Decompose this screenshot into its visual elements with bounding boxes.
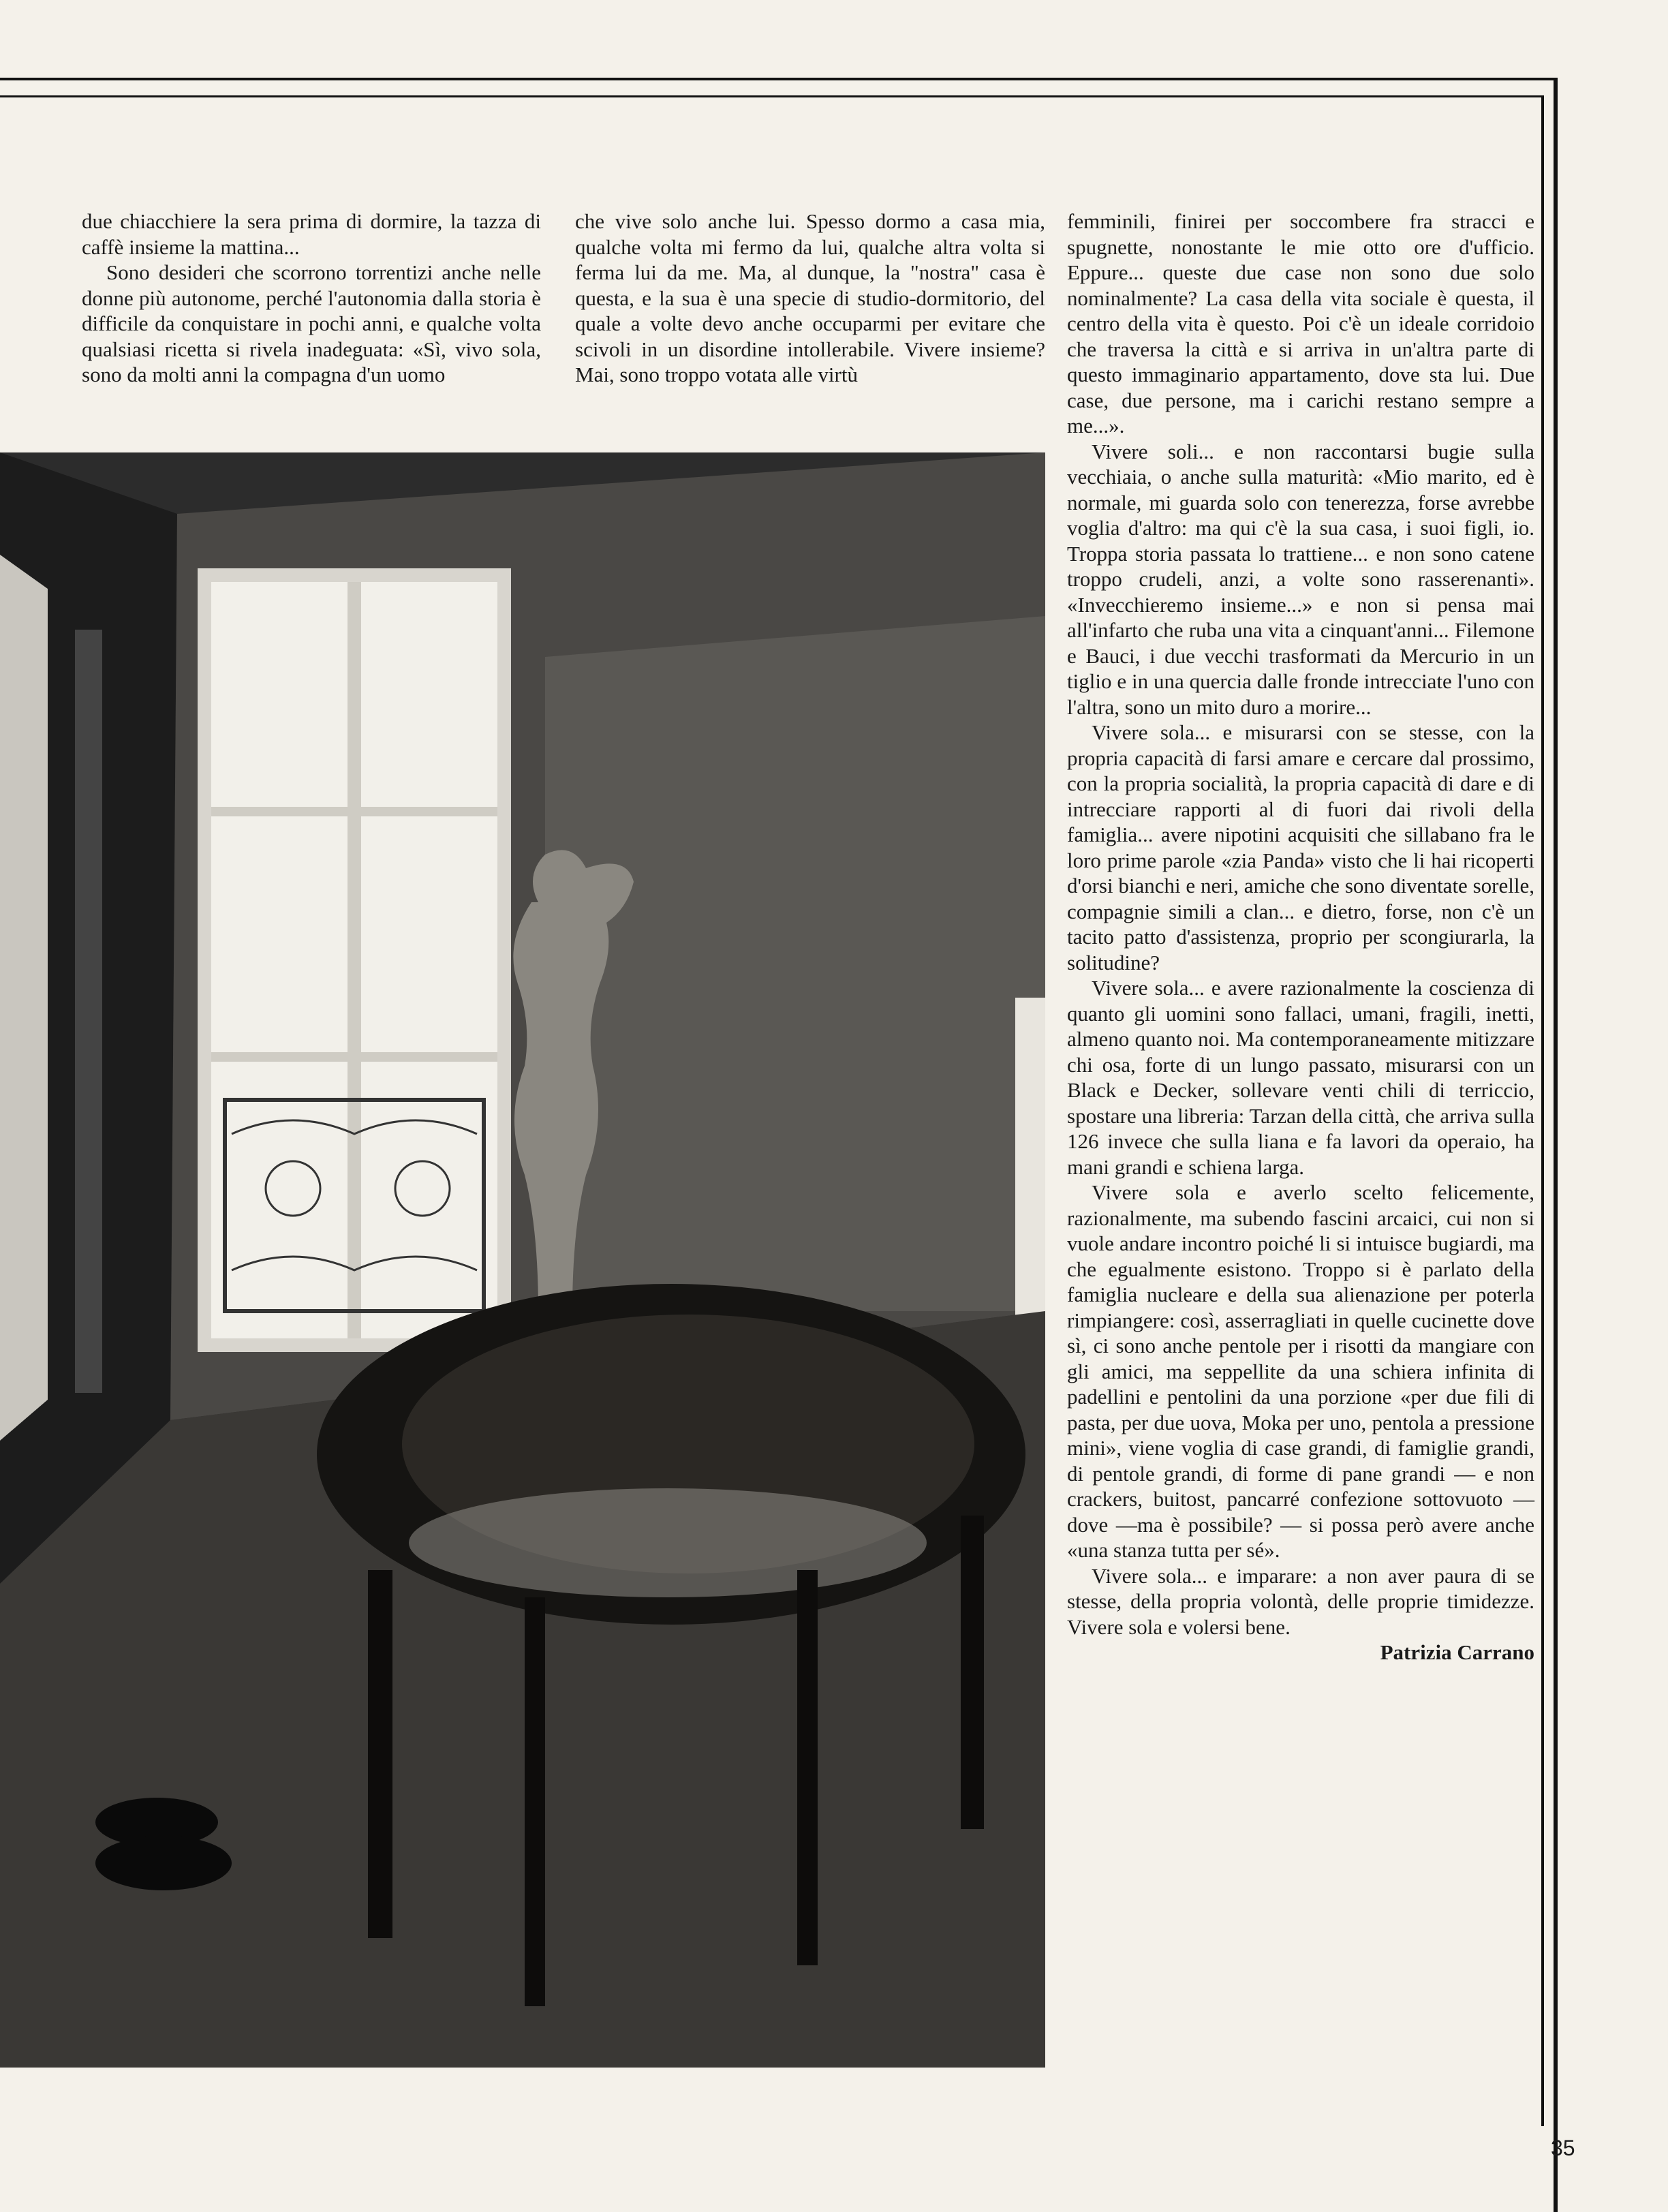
paragraph: Vivere sola... e misurarsi con se stesse, con la propria capacità di farsi amare e cercare dal prossimo, con la propria socialità, la propria capacità di dare e di intrecciare rapporti al di fuori dai rivoli della famiglia... avere nipotini acquisiti che sillabano fra le loro prime parole «zia Panda» visto che li hai ricoperti d'orsi bianchi e neri, amiche che sono diventate sorelle, compagnie simili a clan... e dietro, forse, non c'è un tacito patto d'assistenza, proprio per scongiurarla, la solitudine? [1067,720,1534,974]
paragraph: Vivere sola... e imparare: a non aver paura di se stesse, della propria volontà, delle proprie timidezze. Vivere sola e volersi bene. [1067,1563,1534,1639]
article-column-2 [575,209,1045,388]
paragraph: Vivere sola... e avere razionalmente la coscienza di quanto gli uomini sono fallaci, umani, fragili, inetti, almeno quanto noi. Ma contemporaneamente mitizzare chi osa, forte di un lungo passato, misurarsi con un Black e Decker, sollevare venti chili di terriccio, spostare una libreria: Tarzan della città, che arriva sulla 126 invece che sulla liana e fa lavori da operaio, ha mani grandi e schiena larga. [1067,976,1534,1179]
paragraph: due chiacchiere la sera prima di dormire, la tazza di caffè insieme la mattina... [82,209,541,259]
byline [1067,1640,1534,1665]
paragraph: Vivere soli... e non raccontarsi bugie sulla vecchiaia, o anche sulla maturità: «Mio marito, ed è normale, mi guarda solo con tenerezza, forse avrebbe voglia d'altro: ma qui c'è la sua casa, i suoi figli, io. Troppa storia passata lo trattiene... e non sono catene troppo crudeli, anzi, a volte sono rasserenanti». «Invecchieremo insieme...» e non si pensa mai all'infarto che ruba una vita a cinquant'anni... Filemone e Bauci, i due vecchi trasformati da Mercurio in un tiglio e in una quercia dalle fronde intrecciate l'uno con l'altra, sono un mito duro a morire... [1067,439,1534,719]
right-rule [1554,78,1558,2212]
photo-illustration [0,452,1045,2068]
room-photograph [0,452,1045,2068]
paragraph: Sono desideri che scorrono torrentizi anche nelle donne più autonome, perché l'autonomia dalla storia è difficile da conquistare in pochi anni, e qualche volta qualsiasi ricetta si rivela inadeguata: «Sì, vivo sola, sono da molti anni la compagna d'un uomo [82,260,541,386]
paragraph: femminili, finirei per soccombere fra stracci e spugnette, nonostante le mie otto ore d'ufficio. Eppure... queste due case non sono due solo nominalmente? La casa della vita sociale è questa, il centro della vita è questo. Poi c'è un ideale corridoio che traversa la città e si arriva in un'altra parte di questo immaginario appartamento, dove sta lui. Due case, due persone, ma i carichi restano sempre a me...». [1067,209,1534,437]
closing-line [1067,1563,1534,1640]
paragraph: Vivere sola e averlo scelto felicemente, razionalmente, ma subendo fascini arcaici, cui non si vuole andare incontro poiché li si intuisce bugiardi, ma che egualmente esistono. Troppo si è parlato della famiglia nucleare e della sua alienazione per poterla rimpiangere: così, asserragliati in quelle cucinette dove sì, ci sono anche pentole per i risotti da mangiare con gli amici, ma seppellite da una schiera infinita di padellini e pentolini da una porzione «per due fili di pasta, per due uova, Moka per uno, pentola a pressione mini», viene voglia di case grandi, di famiglie grandi, di pentole grandi, di forme di pane grandi — e non crackers, buitost, pancarré confezione sottovuoto — dove —ma è possibile? — si possa però avere anche «una stanza tutta per sé». [1067,1180,1534,1562]
right-rule-inner [1541,95,1544,2126]
top-rule [0,78,1555,80]
article-column-1 [82,209,541,388]
author-signature: Patrizia Carrano [1380,1640,1534,1664]
top-rule-inner [0,95,1543,97]
paragraph: che vive solo anche lui. Spesso dormo a casa mia, qualche volta mi fermo da lui, qualche altra volta si ferma lui da me. Ma, al dunque, la "nostra" casa è questa, e la sua è una specie di studio-dormitorio, del quale a volte devo anche occuparmi per evitare che scivoli in un disordine intollerabile. Vivere insieme? Mai, sono troppo votata alle virtù [575,209,1045,386]
article-column-3 [1067,209,1534,1665]
page-number: 35 [1551,2136,1575,2160]
